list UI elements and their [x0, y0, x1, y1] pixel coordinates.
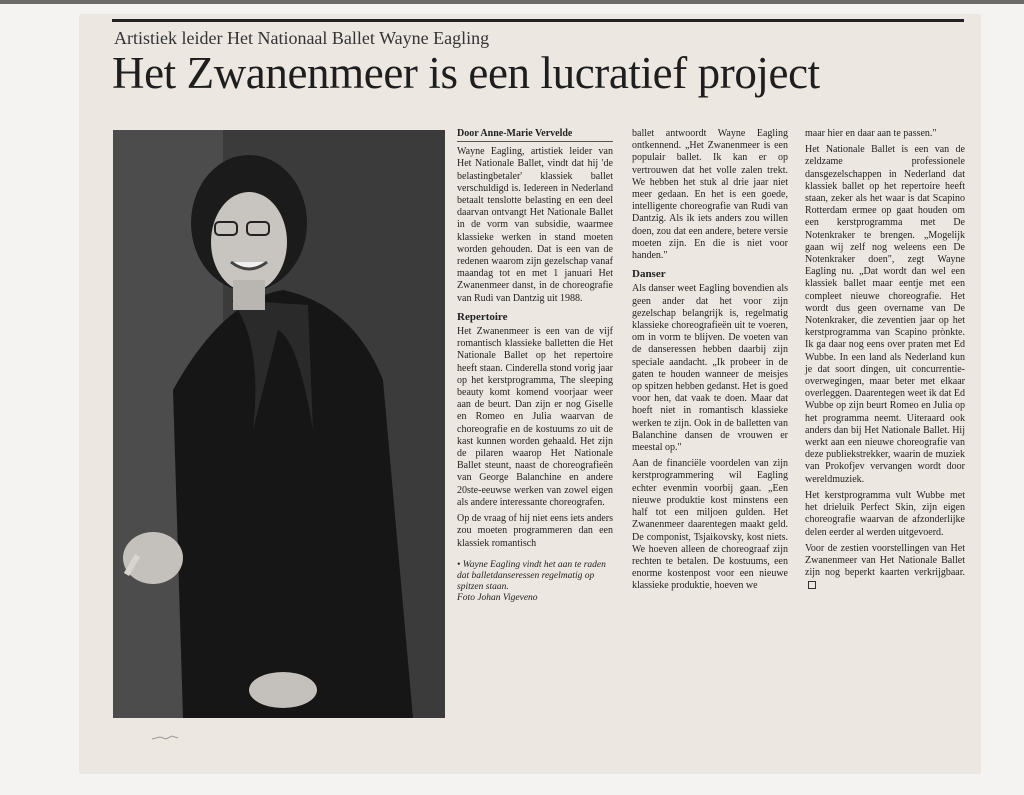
photo-credit: Foto Johan Vigeveno [457, 592, 538, 603]
paragraph-intro: Wayne Eagling, artistiek leider van Het Nationale Ballet, vindt dat hij 'de belastingbetaler' klassiek ballet verschuldigd is. Iedereen in Nederland betaalt tenslotte belasting en een deel daarvan ontvangt Het Nationale Ballet in de vorm van subsidie, waarmee klassieke werken in stand moeten worden gehouden. Dat is een van de redenen waarom zijn gezelschap vanaf maandag tot en met 1 januari Het Zwanenmeer danst, in de choreografie van Rudi van Dantzig uit 1988. [457, 146, 613, 304]
paragraph-answer: ballet antwoordt Wayne Eagling ontkennend. „Het Zwanenmeer is een populair ballet. Ik kan er op vertrouwen dat het volle zalen trekt. We hebben het stuk al drie jaar niet meer gedaan. En het is een goede, intelligente choreografie van Rudi van Dantzig. Als ik iets anders zou willen doen, zou dat een andere, betere versie moeten zijn. En die is niet voor handen." [632, 128, 788, 262]
scan-top-edge [0, 0, 1024, 4]
paragraph-notenkraker: Het Nationale Ballet is een van de zeldzame professionele dansgezelschappen in Nederland dat klassiek ballet op het repertoire heeft staan, zeker als het waar is dat Scapino Rotterdam ermee op gaat houden om een kerstprogramma met De Notenkraker te brengen. „Mogelijk gaan wij zelf nog weleens een De Notenkraker doen", zegt Wayne Eagling nu. „Dat wordt dan wel een klassiek ballet maar eentje met een compleet nieuwe choreografie. Het wordt dus geen overname van De Notenkraker, die zeventien jaar op het kerstprogramma van Scapino prònkte. Ik ga daar nog eens over praten met Ed Wubbe. In een land als Nederland kun je dat soort dingen, uit concurrentie-overwegingen, maar beter met elkaar overleggen. Daarentegen weet ik dat Ed Wubbe op zijn beurt Romeo en Julia op het programma neemt. Uiteraard ook anders dan bij Het Nationale Ballet. Hij werkt aan een nieuwe choreografie van deze publiekstrekker, waarin de muziek van Prokofjev vervangen wordt door wereldmuziek. [805, 144, 965, 485]
pencil-mark [152, 735, 178, 741]
tickets-text: Voor de zestien voorstellingen van Het Zwanenmeer van Het Nationale Ballet zijn nog beperkt kaarten verkrijgbaar. [805, 542, 965, 579]
end-of-article-mark [808, 581, 816, 589]
caption-text: • Wayne Eagling vindt het aan te raden dat balletdanseressen regelmatig op spitzen staan. [457, 559, 606, 592]
portrait-photo [113, 130, 445, 718]
column-3 [805, 128, 965, 596]
subheading-repertoire: Repertoire [457, 310, 508, 323]
column-2 [632, 128, 788, 597]
top-rule [112, 19, 964, 22]
paragraph-continuation: maar hier en daar aan te passen." [805, 128, 937, 139]
column-1 [457, 128, 613, 604]
portrait-illustration [113, 130, 445, 718]
paragraph-question: Op de vraag of hij niet eens iets anders zou moeten programmeren dan een klassiek romantisch [457, 513, 613, 549]
kicker: Artistiek leider Het Nationaal Ballet Wayne Eagling [114, 28, 490, 48]
headline: Het Zwanenmeer is een lucratief project [112, 48, 820, 98]
paragraph-danser: Als danser weet Eagling bovendien als geen ander dat het voor zijn gezelschap belangrijk is, regelmatig klassieke choreografieën uit te voeren, om in vorm te blijven. De voeten van de danseressen hebben daarbij zijn speciale aandacht. „Ik probeer in de gaten te houden wanneer de meisjes op spitzen hebben gedanst. Het is goed voor hen, dat vaak te doen. Maar dat hoeft niet in romantisch klassieke werken te zijn. Ook in de balletten van Balanchine dansen de vrouwen er meestal op." [632, 283, 788, 454]
paragraph-repertoire: Het Zwanenmeer is een van de vijf romantisch klassieke balletten die Het Nationale Ballet op het repertoire heeft staan. Cinderella stond vorig jaar op het kerstprogramma, The sleeping beauty komt komend voorjaar weer aan de beurt. Dan zijn er nog Giselle en Romeo en Julia waarvan de choreografie en de kostuums zo uit de kast kunnen worden gehaald. Het zijn de pilaren waarop Het Nationale Ballet steunt, naast de choreografieën van George Balanchine en andere 20ste-eeuwse werken van zowel eigen als andere interessante choreografen. [457, 326, 613, 508]
paragraph-finance: Aan de financiële voordelen van zijn kerstprogrammering wil Eagling echter evenmin voorbij gaan. „Een nieuwe produktie kost minstens een half tot een miljoen gulden. Het Zwanenmeer daarentegen maakt geld. De componist, Tsjaikovsky, kost niets. We hoeven alleen de choreograaf zijn rechten te betalen. De kostuums, een enorme kostenpost voor een nieuwe klassieke produktie, hoeven we [632, 458, 788, 592]
paragraph-wubbe: Het kerstprogramma vult Wubbe met het drieluik Perfect Skin, zijn eigen choreografie waarvan de afzonderlijke delen eerder al werden uitgevoerd. [805, 489, 965, 538]
subheading-danser: Danser [632, 268, 666, 281]
byline: Door Anne-Marie Vervelde [457, 128, 613, 142]
paragraph-tickets [805, 543, 965, 592]
photo-caption [457, 560, 613, 604]
